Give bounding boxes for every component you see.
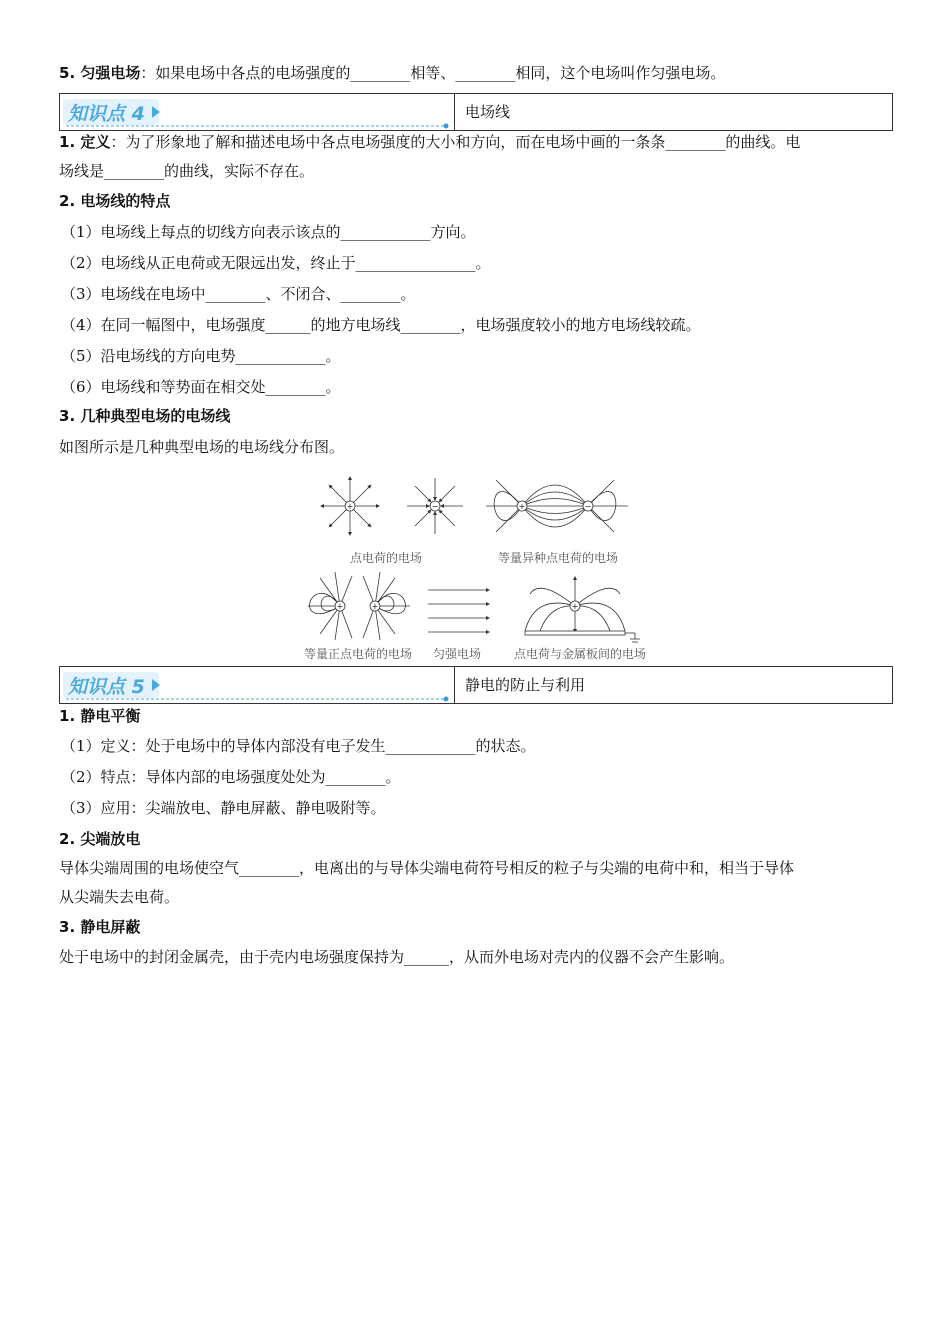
knowledge-badge-label: 知识点 4 xyxy=(68,103,145,125)
uniform-field xyxy=(428,590,488,632)
item-number: 5 xyxy=(59,64,70,82)
term-label: 定义 xyxy=(80,133,111,151)
negative-sign: − xyxy=(584,502,592,511)
charge-and-plate-field xyxy=(525,578,640,642)
definition-text: ：如果电场中各点的电场强度的________相等、________相同，这个电场叫作匀强电场。 xyxy=(140,64,726,82)
positive-sign: + xyxy=(518,502,526,511)
figure-caption: 等量异种点电荷的电场 xyxy=(497,551,619,565)
knowledge-point-5-header xyxy=(59,666,893,704)
knowledge-point-title: 电场线 xyxy=(465,103,511,121)
badge-graphic xyxy=(60,94,454,130)
equilibrium-heading: 1. 静电平衡 xyxy=(59,707,141,725)
equilibrium-item: （1）定义：处于电场中的导体内部没有电子发生____________的状态。 xyxy=(61,737,536,755)
equilibrium-item: （3）应用：尖端放电、静电屏蔽、静电吸附等。 xyxy=(61,799,386,817)
figure-intro: 如图所示是几种典型电场的电场线分布图。 xyxy=(59,438,345,456)
equilibrium-item: （2）特点：导体内部的电场强度处处为________。 xyxy=(61,768,401,786)
knowledge-badge xyxy=(60,94,455,130)
shielding-text: 处于电场中的封闭金属壳，由于壳内电场强度保持为______，从而外电场对壳内的仪器不会产生影响。 xyxy=(59,948,735,966)
point-discharge-text xyxy=(59,854,891,912)
figure-caption: 点电荷与金属板间的电场 xyxy=(513,647,647,661)
section-heading: 几种典型电场的电场线 xyxy=(80,407,231,425)
item-number: 3 xyxy=(59,918,70,936)
uniform-field-definition: 5. 匀强电场：如果电场中各点的电场强度的________相等、________相同，这个电场叫作匀强电场。 xyxy=(59,64,726,82)
feature-item: （2）电场线从正电荷或无限远出发，终止于________________。 xyxy=(61,254,491,272)
feature-item: （1）电场线上每点的切线方向表示该点的____________方向。 xyxy=(61,223,476,241)
shielding-heading: 3. 静电屏蔽 xyxy=(59,918,141,936)
feature-item: （5）沿电场线的方向电势____________。 xyxy=(61,347,341,365)
knowledge-point-title: 静电的防止与利用 xyxy=(465,676,586,694)
section-heading: 静电屏蔽 xyxy=(80,918,141,936)
term-label: 匀强电场 xyxy=(80,64,141,82)
item-number: 3 xyxy=(59,407,70,425)
knowledge-badge xyxy=(60,667,455,703)
typical-fields-heading: 3. 几种典型电场的电场线 xyxy=(59,407,231,425)
section-heading: 电场线的特点 xyxy=(80,192,171,210)
figure-caption: 点电荷的电场 xyxy=(349,551,423,565)
section-heading: 静电平衡 xyxy=(80,707,141,725)
feature-item: （4）在同一幅图中，电场强度______的地方电场线________，电场强度较小的地方电场线较疏。 xyxy=(61,316,701,334)
badge-graphic xyxy=(60,667,454,703)
knowledge-badge-label: 知识点 5 xyxy=(68,676,145,698)
definition-line-2: 场线是________的曲线，实际不存在。 xyxy=(59,162,315,180)
positive-sign: + xyxy=(346,502,354,511)
feature-item: （6）电场线和等势面在相交处________。 xyxy=(61,378,341,396)
figure-caption: 等量正点电荷的电场 xyxy=(303,647,413,661)
section-heading: 尖端放电 xyxy=(80,830,141,848)
item-number: 2 xyxy=(59,192,70,210)
feature-item: （3）电场线在电场中________、不闭合、________。 xyxy=(61,285,416,303)
paragraph-line: 从尖端失去电荷。 xyxy=(59,888,180,906)
field-lines-figure xyxy=(290,466,660,666)
opposite-charges-field xyxy=(486,480,628,532)
knowledge-point-4-header xyxy=(59,93,893,131)
positive-sign: + xyxy=(371,602,379,611)
features-heading: 2. 电场线的特点 xyxy=(59,192,171,210)
definition-line-1: ：为了形象地了解和描述电场中各点电场强度的大小和方向，而在电场中画的一条条________的曲线。电 xyxy=(110,133,801,151)
figure-caption: 匀强电场 xyxy=(432,647,482,661)
negative-sign: − xyxy=(431,502,439,511)
item-number: 1 xyxy=(59,707,70,725)
item-number: 2 xyxy=(59,830,70,848)
positive-sign: + xyxy=(571,602,579,611)
item-number: 1 xyxy=(59,133,70,151)
field-line-definition: 1. 定义：为了形象地了解和描述电场中各点电场强度的大小和方向，而在电场中画的一条条________的曲线。电 场线是________的曲线，实际不存在。 xyxy=(59,128,891,186)
positive-sign: + xyxy=(336,602,344,611)
equal-positive-charges-field xyxy=(308,572,410,640)
point-discharge-heading: 2. 尖端放电 xyxy=(59,830,141,848)
paragraph-line: 导体尖端周围的电场使空气________，电离出的与导体尖端电荷符号相反的粒子与尖端的电荷中和，相当于导体 xyxy=(59,859,795,877)
